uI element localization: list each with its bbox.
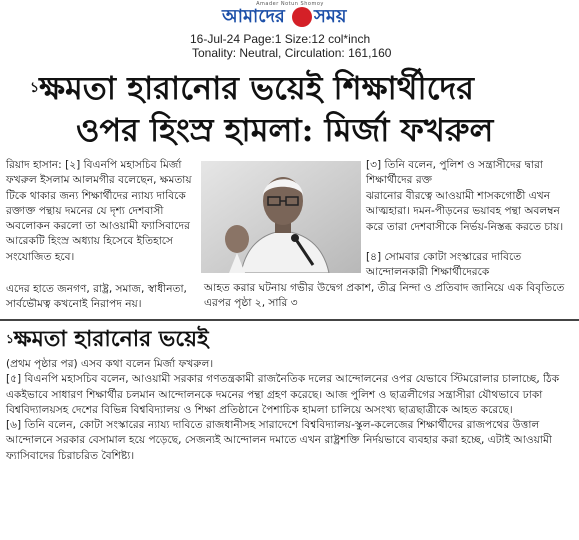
story2-number: ১ bbox=[6, 332, 14, 346]
headline-number: ১ bbox=[30, 80, 40, 96]
story2-paragraph: [৫] বিএনপি মহাসচিব বলেন, আওয়ামী সরকার গণতন্ত্রকামী রাজনৈতিক দলের আন্দোলনের ওপর যেভাবে স্টিমরোলার চালাচ্ছে, ঠিক একইভাবে সাধারণ শিক্ষার্থীর চলমান আন্দোলনকে দমনের পন্থা গ্রহণ করেছে। আজ পুলিশ ও ছাত্রলীগের সন্ত্রাসীরা যৌথভাবে ঢাকা বিশ্ববিদ্যালয়সহ দেশের বিভিন্ন বিশ্ববিদ্যালয় ও শিক্ষা প্রতিষ্ঠানে পৈশাচিক হামলা চালিয়ে অসংখ্য ছাত্রছাত্রীকে আহত করেছে। bbox=[6, 373, 560, 416]
story1-right-column-top: [৩] তিনি বলেন, পুলিশ ও সন্ত্রাসীদের দ্বারা শিক্ষার্থীদের রক্ত bbox=[366, 159, 543, 187]
story1-right-column-tail: [৪] সোমবার কোটা সংস্কারের দাবিতে আন্দোলনকারী শিক্ষার্থীদেরকে bbox=[366, 251, 522, 279]
section-divider bbox=[0, 319, 579, 321]
story1-left-column: রিয়াদ হাসান: [২] বিএনপি মহাসচিব মির্জা ফখরুল ইসলাম আলমগীর বলেছেন, ক্ষমতায় টিকে থাকার জন্য শিক্ষার্থীদের ন্যায্য দাবিকে রক্তাক্ত পন্থায় দমনের যে দৃশ্য দেশবাসী অবলোকন করলো তা আওয়ামী ফ্যাসিবাদের আরেকটি হিংস্র অধ্যায় হিসেবে ইতিহাসে সংযোজিত হবে। bbox=[6, 159, 192, 263]
headline-line-2: ওপর হিংস্র হামলা: মির্জা ফখরুল bbox=[76, 111, 494, 149]
clipping-meta-tonality: Tonality: Neutral, Circulation: 161,160 bbox=[192, 46, 392, 60]
masthead bbox=[0, 0, 579, 30]
story2-paragraph: (প্রথম পৃষ্ঠার পর) এসব কথা বলেন মির্জা ফখরুল। bbox=[6, 358, 214, 370]
logo-seal-icon bbox=[292, 7, 312, 27]
story1-continuation: আহত করার ঘটনায় গভীর উদ্বেগ প্রকাশ, তীব্র নিন্দা ও প্রতিবাদ জানিয়ে এক বিবৃতিতে এরপর পৃষ্ঠা ২, সারি ৩ bbox=[204, 282, 565, 310]
masthead-tagline: Amader Notun Shomoy bbox=[256, 1, 324, 7]
logo-text-part1: আমাদের bbox=[222, 6, 285, 27]
speaker-photo bbox=[201, 161, 361, 273]
clipping-meta-date-size: 16-Jul-24 Page:1 Size:12 col*inch bbox=[190, 32, 371, 46]
story2-paragraph: [৬] তিনি বলেন, কোটা সংস্কারের ন্যায্য দাবিতে রাজধানীসহ সারাদেশে বিশ্ববিদ্যালয়-স্কুল-কলেজের শিক্ষার্থীদের রাজপথের উত্তাল আন্দোলনে সরকার বেসামাল হয়ে পড়েছে, সেজন্যই আন্দোলন দমাতে এখন রাষ্ট্রশক্তি নির্দয়ভাবে ব্যবহার করা হচ্ছে, এটাই আওয়ামী ফ্যাসিবাদের চিরাচরিত বৈশিষ্ট্য। bbox=[6, 419, 552, 462]
story1-left-tail: এদের হাতে জনগণ, রাষ্ট্র, সমাজ, স্বাধীনতা, সার্বভৌমত্ব কখনোই নিরাপদ নয়। bbox=[6, 283, 187, 311]
headline-text-1: ক্ষমতা হারানোর ভয়েই শিক্ষার্থীদের bbox=[39, 69, 474, 107]
speaker-photo-illustration bbox=[201, 161, 361, 273]
story2-headline-text: ক্ষমতা হারানোর ভয়েই bbox=[13, 326, 209, 352]
story2-headline bbox=[6, 325, 209, 353]
newspaper-logo bbox=[222, 6, 358, 28]
logo-text-part2: সময় bbox=[314, 6, 347, 27]
story2-body bbox=[6, 357, 574, 464]
story1-right-column-mid: ঝরানোর বীরত্বে আওয়ামী শাসকগোষ্ঠী এখন আত্মহারা। দমন-পীড়নের ভয়াবহ পন্থা অবলম্বন করে তারা দেশবাসীকে নির্ভয়-নিস্তব্ধ করতে চায়। bbox=[366, 190, 564, 233]
headline-line-1 bbox=[30, 70, 474, 106]
